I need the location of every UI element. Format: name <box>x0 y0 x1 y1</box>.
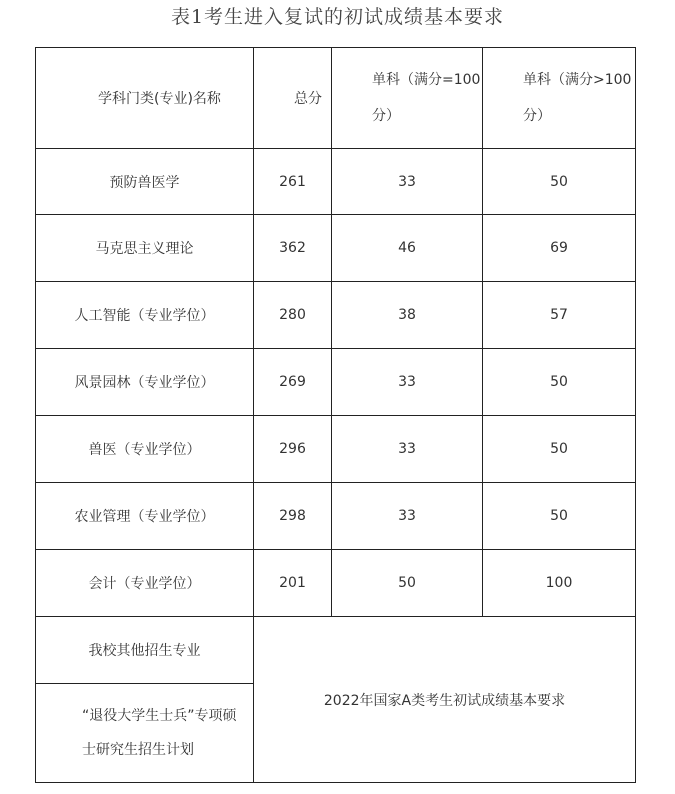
row-name: 风景园林（专业学位） <box>36 349 254 416</box>
other-majors-label: 我校其他招生专业 <box>36 617 254 684</box>
row-single-over100: 57 <box>483 282 636 349</box>
row-name: 预防兽医学 <box>36 149 254 215</box>
national-requirement-cell: 2022年国家A类考生初试成绩基本要求 <box>254 617 636 783</box>
table-row <box>36 483 636 550</box>
table-row <box>36 149 636 215</box>
row-single-over100: 100 <box>483 550 636 617</box>
row-single-over100: 50 <box>483 483 636 550</box>
header-total: 总分 <box>254 48 332 149</box>
row-total: 362 <box>254 215 332 282</box>
veterans-plan-label: “退役大学生士兵”专项硕士研究生招生计划 <box>36 684 254 783</box>
row-single-over100: 50 <box>483 149 636 215</box>
table-title: 表1考生进入复试的初试成绩基本要求 <box>170 6 505 28</box>
table-row <box>36 416 636 483</box>
header-row <box>36 48 636 149</box>
row-single-100: 33 <box>332 416 483 483</box>
row-single-100: 33 <box>332 349 483 416</box>
row-total: 201 <box>254 550 332 617</box>
table-row <box>36 349 636 416</box>
row-single-over100: 50 <box>483 416 636 483</box>
row-name: 农业管理（专业学位） <box>36 483 254 550</box>
row-total: 296 <box>254 416 332 483</box>
header-single-over100: 单科（满分>100分） <box>483 48 636 149</box>
row-single-over100: 50 <box>483 349 636 416</box>
row-name: 人工智能（专业学位） <box>36 282 254 349</box>
row-total: 261 <box>254 149 332 215</box>
table-row <box>36 282 636 349</box>
row-single-100: 50 <box>332 550 483 617</box>
other-majors-row <box>36 617 636 684</box>
row-total: 298 <box>254 483 332 550</box>
row-single-100: 46 <box>332 215 483 282</box>
row-total: 269 <box>254 349 332 416</box>
score-requirements-table <box>35 47 636 783</box>
row-name: 兽医（专业学位） <box>36 416 254 483</box>
row-name: 会计（专业学位） <box>36 550 254 617</box>
table-row <box>36 550 636 617</box>
table-row <box>36 215 636 282</box>
row-name: 马克思主义理论 <box>36 215 254 282</box>
row-total: 280 <box>254 282 332 349</box>
row-single-100: 33 <box>332 483 483 550</box>
row-single-100: 33 <box>332 149 483 215</box>
header-single-100: 单科（满分=100分） <box>332 48 483 149</box>
row-single-100: 38 <box>332 282 483 349</box>
header-discipline: 学科门类(专业)名称 <box>36 48 254 149</box>
row-single-over100: 69 <box>483 215 636 282</box>
